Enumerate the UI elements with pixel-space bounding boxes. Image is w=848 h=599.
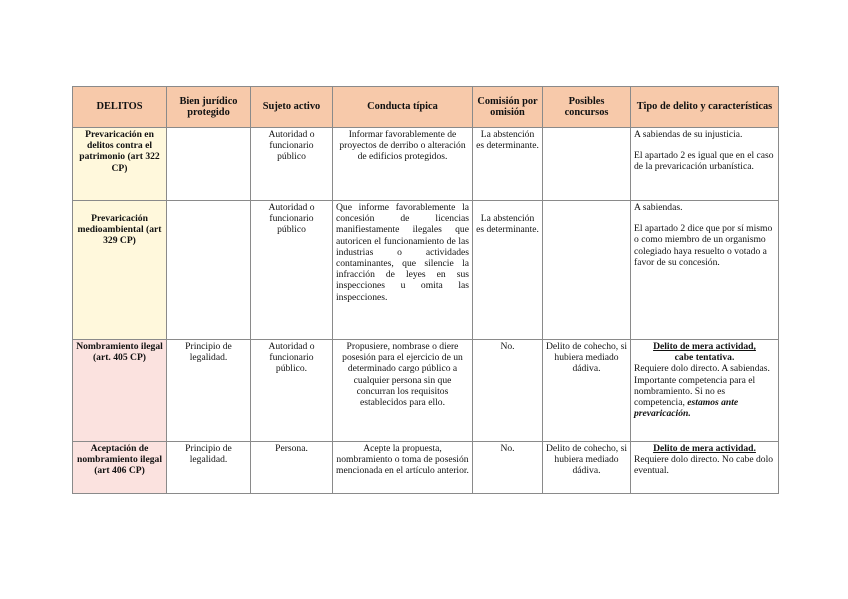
- row-tipo: [631, 340, 779, 442]
- table-row: [73, 442, 779, 494]
- row-delito: Prevaricación medioambiental (art 329 CP): [73, 201, 167, 340]
- header-comision-omision: Comisión por omisión: [473, 87, 543, 128]
- tipo-title: Delito de mera actividad,: [653, 341, 756, 352]
- header-delitos: DELITOS: [73, 87, 167, 128]
- row-conducta: Propusiere, nombrase o diere posesión para el ejercicio de un determinado cargo público a cualquier persona sin que concurran los requisitos establecidos para ello.: [333, 340, 473, 442]
- tipo-line: Requiere dolo directo. A sabiendas.: [634, 363, 770, 375]
- row-delito: Nombramiento ilegal (art. 405 CP): [73, 340, 167, 442]
- header-posibles-concursos: Posibles concursos: [543, 87, 631, 128]
- row-concursos: Delito de cohecho, si hubiera mediado dádiva.: [543, 442, 631, 494]
- table-row: [73, 340, 779, 442]
- header-conducta-tipica: Conducta típica: [333, 87, 473, 128]
- tipo-line: Importante competencia para el nombramiento. Si no es competencia,: [634, 374, 756, 409]
- row-sujeto: Autoridad o funcionario público.: [251, 340, 333, 442]
- row-conducta: Informar favorablemente de proyectos de derribo o alteración de edificios protegidos.: [333, 128, 473, 201]
- tipo-line: A sabiendas de su injusticia.: [634, 129, 743, 140]
- row-conducta: Que informe favorablemente la concesión de licencias manifiestamente ilegales que autoricen el funcionamiento de las industrias o actividades contaminantes, que silencie la infracción de leyes en sus inspecciones u omita las inspecciones.: [333, 201, 473, 340]
- row-bien: [167, 128, 251, 201]
- row-bien: [167, 201, 251, 340]
- table-row: [73, 201, 779, 340]
- tipo-line: El apartado 2 es igual que en el caso de la prevaricación urbanística.: [634, 150, 774, 173]
- row-comision: No.: [473, 340, 543, 442]
- row-sujeto: Autoridad o funcionario público: [251, 201, 333, 340]
- row-bien: Principio de legalidad.: [167, 442, 251, 494]
- tipo-emphasis: estamos ante prevaricación.: [634, 397, 739, 420]
- row-conducta: Acepte la propuesta, nombramiento o toma de posesión mencionada en el artículo anterior.: [333, 442, 473, 494]
- tipo-line: A sabiendas.: [634, 202, 683, 213]
- table-header-row: [73, 87, 779, 128]
- row-delito: Aceptación de nombramiento ilegal (art 406 CP): [73, 442, 167, 494]
- crimes-table: [72, 86, 779, 494]
- row-tipo: [631, 128, 779, 201]
- row-comision: La abstención es determinante.: [473, 128, 543, 201]
- table-row: [73, 128, 779, 201]
- row-sujeto: Autoridad o funcionario público: [251, 128, 333, 201]
- row-concursos: Delito de cohecho, si hubiera mediado dádiva.: [543, 340, 631, 442]
- header-sujeto-activo: Sujeto activo: [251, 87, 333, 128]
- row-delito: Prevaricación en delitos contra el patrimonio (art 322 CP): [73, 128, 167, 201]
- row-sujeto: Persona.: [251, 442, 333, 494]
- tipo-line: Requiere dolo directo. No cabe dolo eventual.: [634, 454, 774, 477]
- tipo-line: El apartado 2 dice que por sí mismo o como miembro de un organismo colegiado haya resuelto o votado a favor de su concesión.: [634, 223, 773, 268]
- row-comision: La abstención es determinante.: [473, 201, 543, 340]
- row-concursos: [543, 128, 631, 201]
- tipo-title: Delito de mera actividad.: [653, 443, 756, 454]
- header-tipo-delito: Tipo de delito y características: [631, 87, 779, 128]
- header-bien-juridico: Bien jurídico protegido: [167, 87, 251, 128]
- row-tipo: [631, 442, 779, 494]
- row-tipo: [631, 201, 779, 340]
- row-bien: Principio de legalidad.: [167, 340, 251, 442]
- row-comision: No.: [473, 442, 543, 494]
- tipo-title: cabe tentativa.: [674, 352, 735, 364]
- row-concursos: [543, 201, 631, 340]
